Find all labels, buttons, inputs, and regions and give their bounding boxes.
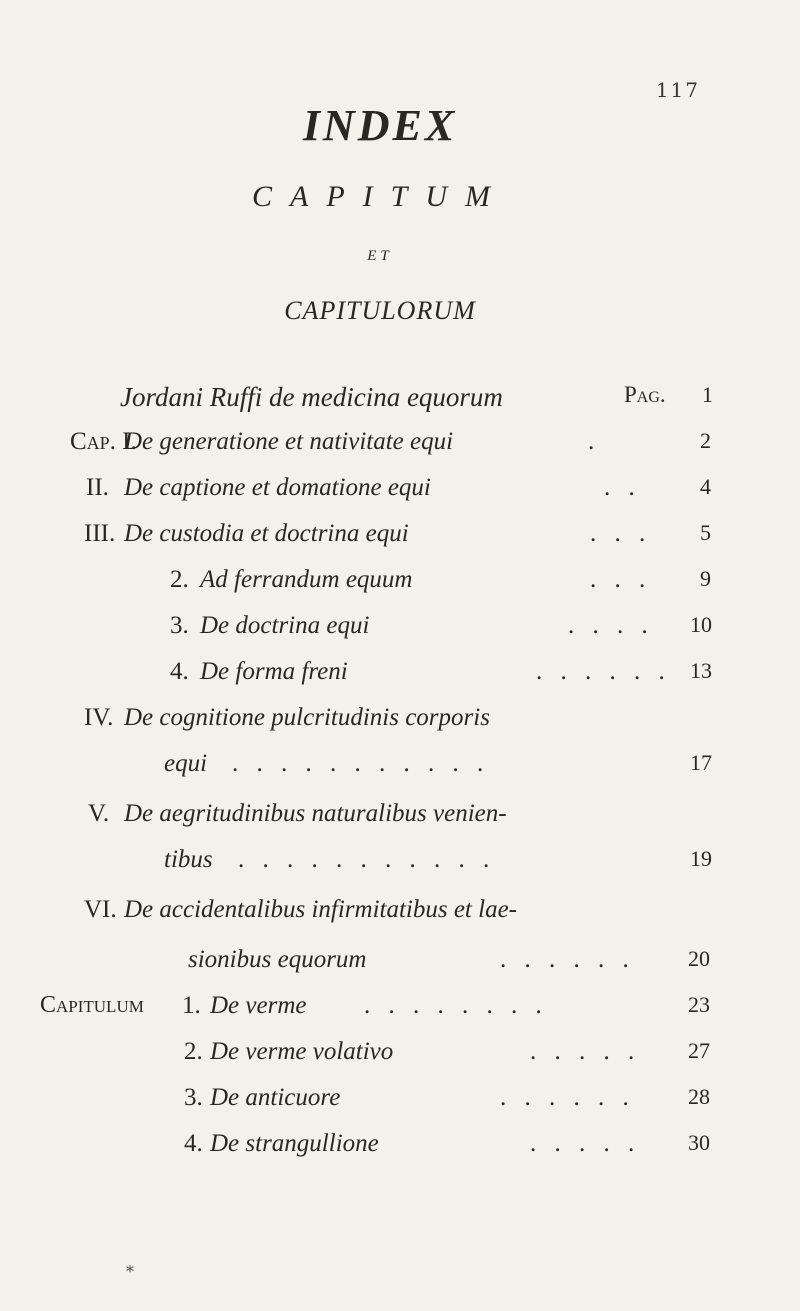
- entry-page: 23: [688, 992, 710, 1017]
- entry-prefix: Capitulum: [40, 992, 144, 1018]
- entry-text: De aegritudinibus naturalibus venien-: [124, 800, 507, 827]
- title-et: ET: [367, 248, 393, 264]
- page-number: 117: [655, 78, 700, 102]
- entry-text: De generatione et nativitate equi: [124, 428, 454, 455]
- entry-page: 10: [690, 612, 712, 637]
- footer-mark: *: [126, 1262, 134, 1281]
- entry-leader: . . . . . .: [500, 1084, 635, 1111]
- entry-text: De captione et domatione equi: [124, 474, 431, 501]
- entry-leader: . . .: [590, 520, 652, 547]
- entry-page: 17: [690, 750, 712, 775]
- entry-text: De forma freni: [200, 658, 348, 685]
- entry-leader: . . .: [590, 566, 652, 593]
- index-entry: [0, 992, 800, 1032]
- entry-prefix: 3.: [184, 1084, 203, 1111]
- entry-leader: . . . . . . . . . . .: [232, 750, 490, 777]
- entry-text: Jordani Ruffi de medicina equorum: [120, 382, 503, 412]
- index-entry: [0, 846, 800, 886]
- entry-text: De anticuore: [210, 1084, 341, 1111]
- entry-page: 20: [688, 946, 710, 971]
- index-entry: [0, 428, 800, 468]
- entry-text: Ad ferrandum equum: [200, 566, 413, 593]
- title-capitum: CAPITUM: [252, 180, 508, 213]
- entry-text: sionibus equorum: [188, 946, 367, 973]
- entry-text: De doctrina equi: [200, 612, 370, 639]
- index-entry: [0, 946, 800, 986]
- index-entry: [0, 520, 800, 560]
- entry-page: 13: [690, 658, 712, 683]
- entry-prefix: 4.: [184, 1130, 203, 1157]
- index-entry: [0, 1038, 800, 1078]
- index-entry: [0, 612, 800, 652]
- entry-prefix: 2.: [184, 1038, 203, 1065]
- entry-leader: . .: [604, 474, 641, 501]
- entry-text: De accidentalibus infirmitatibus et lae-: [124, 896, 517, 923]
- entry-text: equi: [164, 750, 208, 777]
- entry-text: De custodia et doctrina equi: [124, 520, 409, 547]
- entry-leader: . . . . .: [530, 1038, 641, 1065]
- entry-page: 9: [700, 566, 711, 591]
- entry-page: 4: [700, 474, 711, 499]
- index-entry: [0, 1130, 800, 1170]
- entry-leader: . . . . . . . .: [364, 992, 548, 1019]
- index-entry: [0, 704, 800, 744]
- title-index: INDEX: [302, 101, 458, 150]
- entry-prefix: Cap. I.: [70, 428, 137, 455]
- entry-leader: . . . . . . . . . . .: [238, 846, 496, 873]
- entry-subprefix: 1.: [182, 992, 201, 1019]
- index-entry: [0, 658, 800, 698]
- entry-page: 2: [700, 428, 711, 453]
- entry-prefix: 3.: [170, 612, 189, 639]
- entry-leader: . . . . . .: [536, 658, 671, 685]
- entry-leader: .: [588, 428, 601, 455]
- entry-prefix: II.: [86, 474, 109, 501]
- entry-text: De cognitione pulcritudinis corporis: [124, 704, 490, 731]
- entry-prefix: VI.: [84, 896, 117, 923]
- entry-page: 28: [688, 1084, 710, 1109]
- entry-page: 19: [690, 846, 712, 871]
- entry-prefix: 4.: [170, 658, 189, 685]
- entry-page: 27: [688, 1038, 710, 1063]
- entry-text: De verme volativo: [210, 1038, 394, 1065]
- pag-label: Pag.: [624, 382, 666, 407]
- entry-prefix: III.: [84, 520, 116, 547]
- index-entry: [0, 382, 800, 422]
- entry-page: 30: [688, 1130, 710, 1155]
- entry-page: 1: [702, 382, 713, 407]
- title-capitulorum: CAPITULORUM: [284, 296, 476, 325]
- index-entry: [0, 566, 800, 606]
- index-entry: [0, 800, 800, 840]
- entry-prefix: V.: [88, 800, 110, 827]
- index-entry: [0, 1084, 800, 1124]
- index-entry: [0, 750, 800, 790]
- entry-text: De verme: [210, 992, 307, 1019]
- entry-prefix: 2.: [170, 566, 189, 593]
- index-entry: [0, 474, 800, 514]
- entry-leader: . . . .: [568, 612, 654, 639]
- entry-text: De strangullione: [210, 1130, 379, 1157]
- entry-prefix: IV.: [84, 704, 114, 731]
- entry-text: tibus: [164, 846, 213, 873]
- entry-leader: . . . . . .: [500, 946, 635, 973]
- entry-page: 5: [700, 520, 711, 545]
- index-entry: [0, 896, 800, 936]
- entry-leader: . . . . .: [530, 1130, 641, 1157]
